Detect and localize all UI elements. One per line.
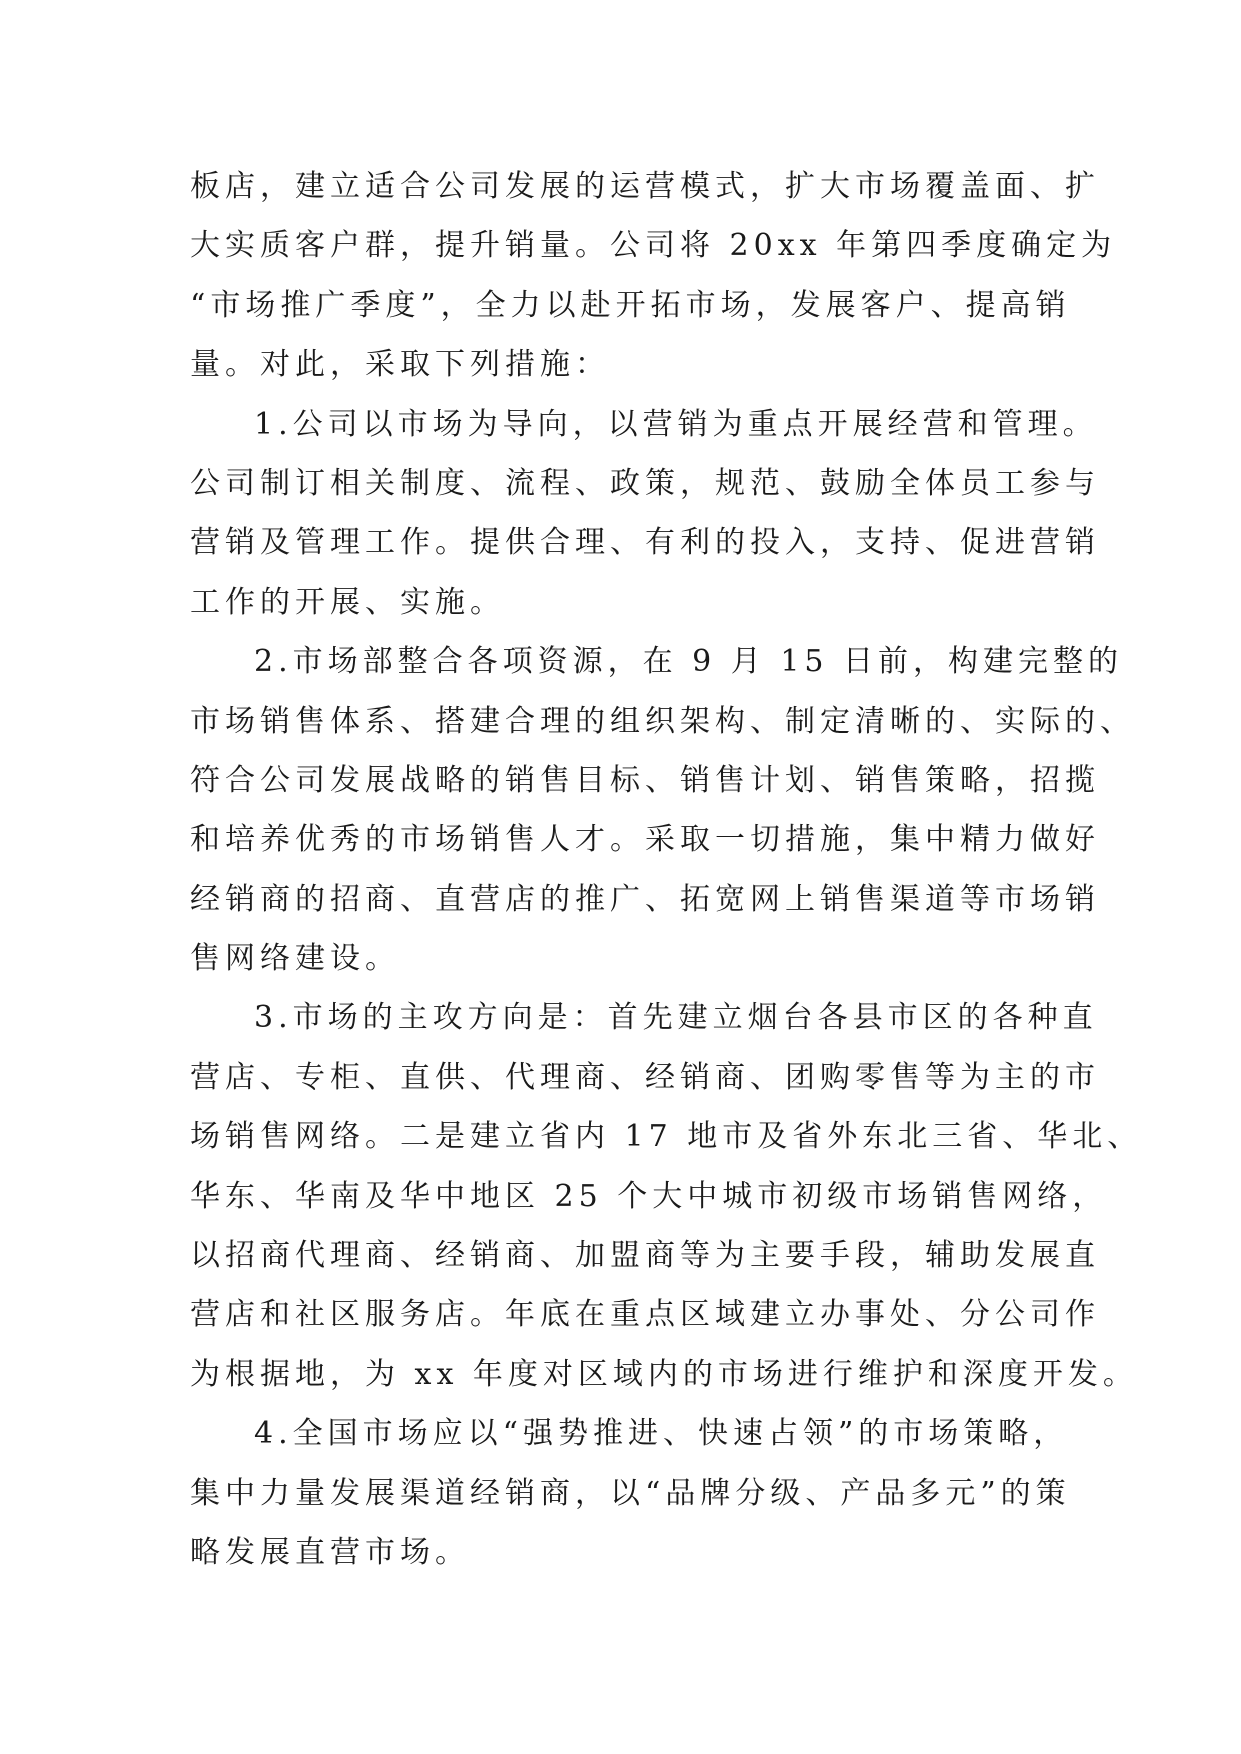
text-line: 为根据地，为 xx 年度对区域内的市场进行维护和深度开发。 — [190, 1356, 1138, 1392]
list-item-2-first-line: 2.市场部整合各项资源，在 9 月 15 日前，构建完整的 — [254, 644, 1124, 680]
text-line: 略发展直营市场。 — [190, 1534, 470, 1570]
list-item-4-first-line: 4.全国市场应以“强势推进、快速占领”的市场策略， — [254, 1416, 1069, 1452]
text-line: 市场销售体系、搭建合理的组织架构、制定清晰的、实际的、 — [190, 703, 1135, 739]
text-line: 大实质客户群，提升销量。公司将 20xx 年第四季度确定为 — [190, 228, 1117, 264]
text-line: 集中力量发展渠道经销商，以“品牌分级、产品多元”的策 — [190, 1475, 1071, 1511]
text-line: 量。对此，采取下列措施： — [190, 347, 610, 383]
text-line: 营店、专柜、直供、代理商、经销商、团购零售等为主的市 — [190, 1059, 1100, 1095]
document-body — [190, 157, 1143, 1582]
list-item-3-first-line: 3.市场的主攻方向是：首先建立烟台各县市区的各种直 — [254, 1000, 1098, 1036]
text-line: 和培养优秀的市场销售人才。采取一切措施，集中精力做好 — [190, 822, 1100, 858]
text-line: “市场推广季度”，全力以赴开拓市场，发展客户、提高销 — [190, 287, 1071, 323]
text-line: 场销售网络。二是建立省内 17 地市及省外东北三省、华北、 — [190, 1119, 1143, 1155]
text-line: 售网络建设。 — [190, 941, 400, 977]
text-line: 经销商的招商、直营店的推广、拓宽网上销售渠道等市场销 — [190, 881, 1100, 917]
text-line: 以招商代理商、经销商、加盟商等为主要手段，辅助发展直 — [190, 1238, 1100, 1274]
text-line: 工作的开展、实施。 — [190, 584, 505, 620]
list-item-1-first-line: 1.公司以市场为导向，以营销为重点开展经营和管理。 — [254, 406, 1098, 442]
text-line: 板店，建立适合公司发展的运营模式，扩大市场覆盖面、扩 — [190, 169, 1100, 204]
text-line: 符合公司发展战略的销售目标、销售计划、销售策略，招揽 — [190, 762, 1100, 798]
text-line: 公司制订相关制度、流程、政策，规范、鼓励全体员工参与 — [190, 465, 1100, 501]
text-line: 华东、华南及华中地区 25 个大中城市初级市场销售网络， — [190, 1178, 1108, 1214]
text-line: 营销及管理工作。提供合理、有利的投入，支持、促进营销 — [190, 525, 1100, 561]
text-line: 营店和社区服务店。年底在重点区域建立办事处、分公司作 — [190, 1297, 1100, 1333]
